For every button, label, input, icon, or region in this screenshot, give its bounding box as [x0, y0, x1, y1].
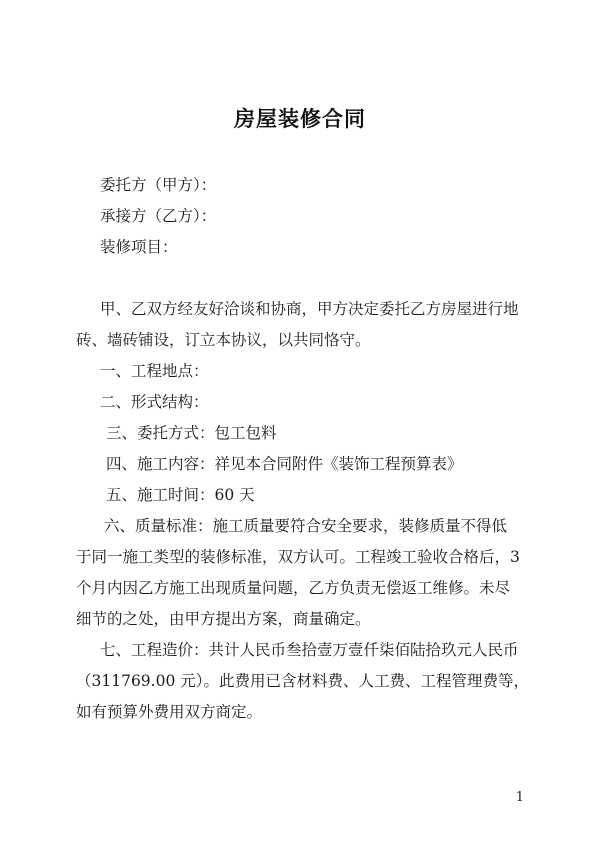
intro-line-2: 砖、墙砖铺设，订立本协议，以共同恪守。	[76, 331, 371, 349]
document-title: 房屋装修合同	[234, 107, 366, 131]
page-number: 1	[515, 790, 524, 805]
clause-quality-line-2: 于同一施工类型的装修标准，双方认可。工程竣工验收合格后，3	[76, 548, 520, 566]
clause-quality-line-3: 个月内因乙方施工出现质量问题，乙方负责无偿返工维修。未尽	[76, 579, 511, 597]
client-party-line: 委托方（甲方）：	[100, 176, 217, 194]
clause-cost-line-2: （311769.00 元）。此费用已含材料费、人工费、工程管理费等，	[76, 672, 529, 690]
clause-quality-line-1: 六、质量标准：施工质量要符合安全要求，装修质量不得低	[104, 517, 508, 535]
document-body	[76, 170, 532, 728]
clause-content: 四、施工内容：祥见本合同附件《装饰工程预算表》	[106, 455, 463, 473]
clause-cost-line-3: 如有预算外费用双方商定。	[76, 703, 263, 721]
spacer	[76, 263, 532, 294]
contractor-party-line: 承接方（乙方）：	[100, 207, 217, 225]
project-line: 装修项目：	[100, 238, 178, 256]
clause-structure: 二、形式结构：	[100, 393, 209, 411]
clause-cost-line-1: 七、工程造价：共计人民币叁拾壹万壹仟柒佰陆拾玖元人民币	[100, 641, 519, 659]
clause-quality-line-4: 细节的之处，由甲方提出方案，商量确定。	[76, 610, 371, 628]
clause-location: 一、工程地点：	[100, 362, 209, 380]
clause-method: 三、委托方式：包工包料	[106, 424, 277, 442]
intro-line-1: 甲、乙双方经友好洽谈和协商，甲方决定委托乙方房屋进行地	[100, 300, 519, 318]
clause-duration: 五、施工时间：60 天	[106, 486, 255, 504]
